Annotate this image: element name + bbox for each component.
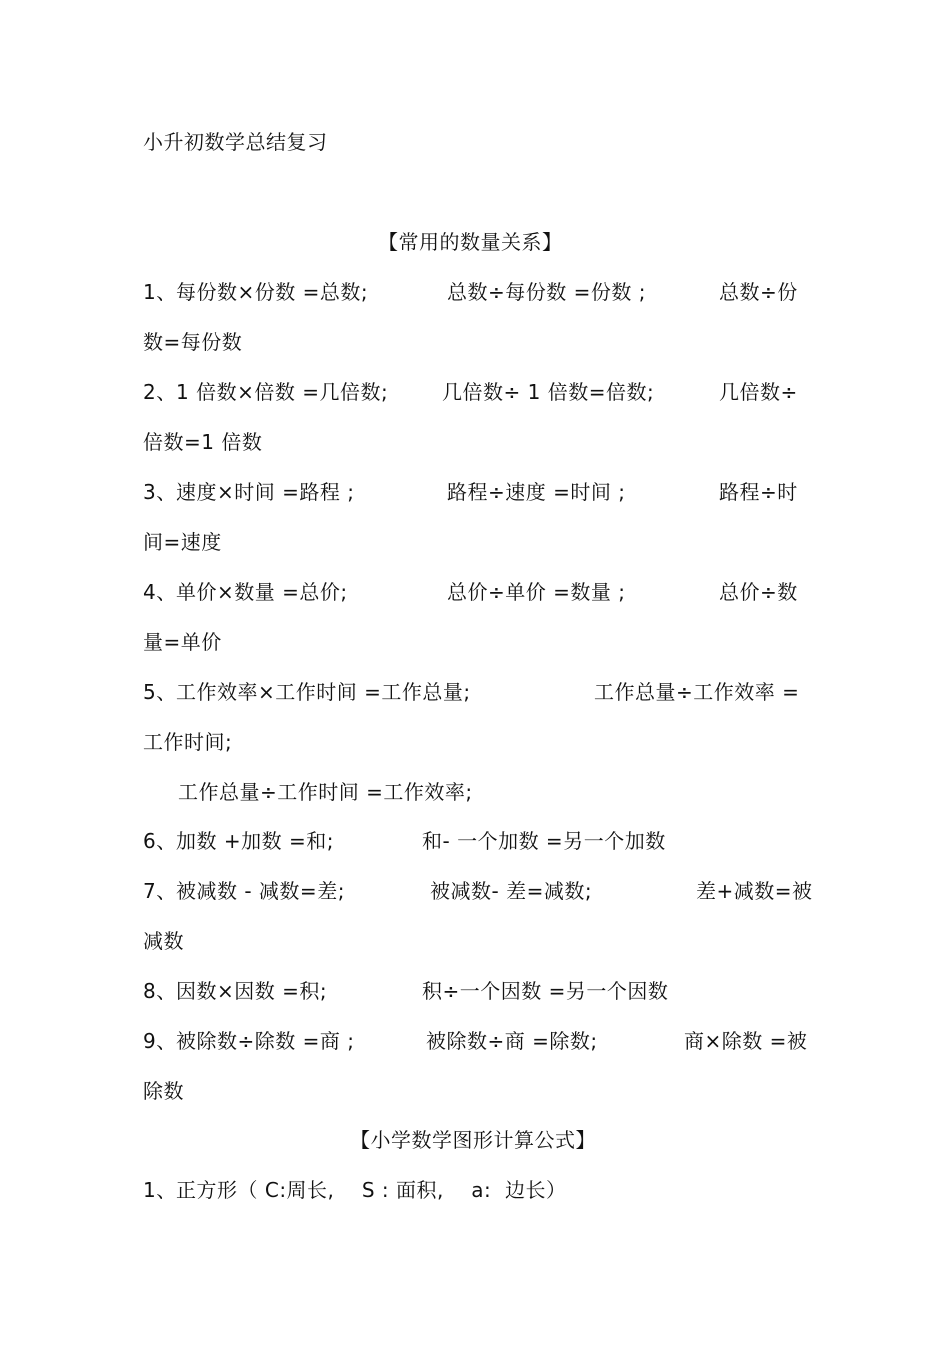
formula-a: 被减数 - 减数=差; [176,879,345,903]
formula-a: 因数×因数 =积; [176,979,328,1003]
formula-b-part2: 工作时间; [143,730,233,754]
formula-b: 和- 一个加数 =另一个加数 [422,829,666,853]
formula-c-part1: 差+减数=被 [696,879,813,903]
formula-c-part1: 总价÷数 [719,580,798,604]
formula-c-part2: 数=每份数 [143,330,243,354]
formula-b: 总数÷每份数 =份数 ; [447,280,646,304]
formula-a: 单价×数量 =总价; [176,580,348,604]
document-title: 小升初数学总结复习 [143,130,328,154]
formula-c-part2: 倍数=1 倍数 [143,430,263,454]
formula-c-part2: 除数 [143,1079,184,1103]
formula-square: 正方形（ C:周长, S : 面积, a: 边长） [176,1178,567,1202]
item-number: 5、 [143,680,177,704]
formula-a: 被除数÷除数 =商 ; [176,1029,355,1053]
formula-c: 工作总量÷工作时间 =工作效率; [178,780,473,804]
item-number: 9、 [143,1029,177,1053]
formula-a: 加数 +加数 =和; [176,829,334,853]
formula-c-part1: 总数÷份 [719,280,798,304]
formula-b: 几倍数÷ 1 倍数=倍数; [442,380,655,404]
formula-c-part1: 路程÷时 [719,480,798,504]
formula-a: 每份数×份数 =总数; [176,280,369,304]
formula-b: 路程÷速度 =时间 ; [447,480,626,504]
formula-b: 总价÷单价 =数量 ; [447,580,626,604]
formula-c-part2: 间=速度 [143,530,222,554]
formula-a: 1 倍数×倍数 =几倍数; [176,380,389,404]
formula-b: 积÷一个因数 =另一个因数 [422,979,669,1003]
item-number: 4、 [143,580,177,604]
formula-c-part1: 商×除数 =被 [684,1029,808,1053]
item-number: 3、 [143,480,177,504]
item-number: 1、 [143,280,177,304]
item-number: 8、 [143,979,177,1003]
formula-b: 被减数- 差=减数; [430,879,593,903]
formula-a: 速度×时间 =路程 ; [176,480,355,504]
formula-c-part2: 减数 [143,929,184,953]
section-heading-quantity-relations: 【常用的数量关系】 [378,230,563,254]
formula-a: 工作效率×工作时间 =工作总量; [176,680,471,704]
formula-b: 工作总量÷工作效率 = [594,680,800,704]
item-number: 6、 [143,829,177,853]
formula-c-part1: 几倍数÷ [719,380,798,404]
formula-c-part2: 量=单价 [143,630,222,654]
section-heading-geometry-formulas: 【小学数学图形计算公式】 [350,1128,596,1152]
item-number: 7、 [143,879,177,903]
formula-b: 被除数÷商 =除数; [426,1029,598,1053]
item-number: 1、 [143,1178,177,1202]
item-number: 2、 [143,380,177,404]
